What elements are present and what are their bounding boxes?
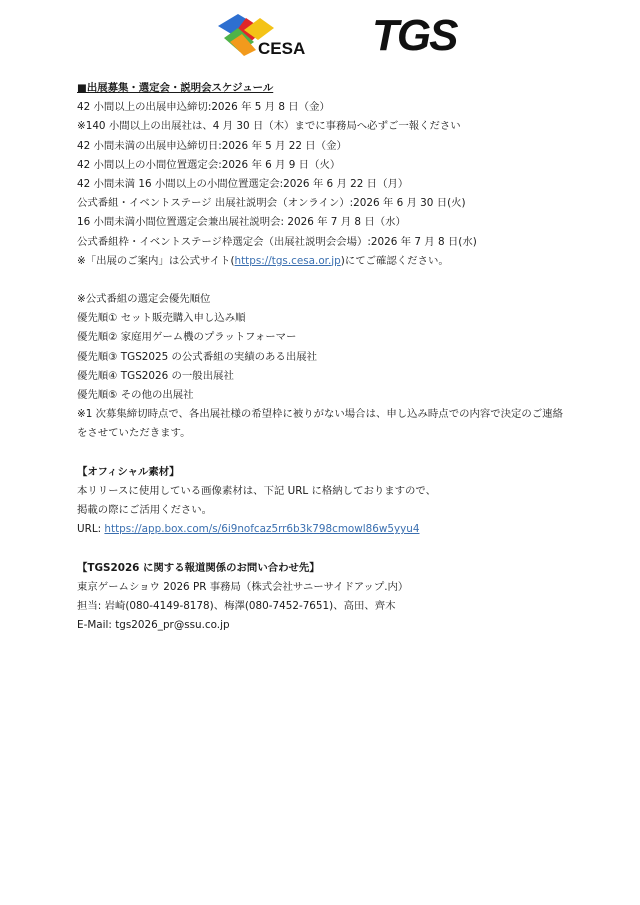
schedule-item: 公式番組枠・イベントステージ枠選定会（出展社説明会会場）:2026 年 7 月 8 日(水) bbox=[77, 235, 477, 248]
press-contact-email: E-Mail: tgs2026_pr@ssu.co.jp bbox=[77, 619, 230, 632]
schedule-item: 42 小間以上の小間位置選定会:2026 年 6 月 9 日（火） bbox=[77, 158, 341, 171]
priority-item: 優先順③ TGS2025 の公式番組の実績のある出展社 bbox=[77, 350, 317, 363]
priority-item: 優先順⑤ その他の出展社 bbox=[77, 389, 194, 401]
note-prefix: ※「出展のご案内」は公式サイト( bbox=[77, 254, 235, 267]
priority-item: 優先順④ TGS2026 の一般出展社 bbox=[77, 369, 234, 382]
document-body bbox=[77, 79, 577, 635]
materials-link[interactable]: https://app.box.com/s/6i9nofcaz5rr6b3k798cmowl86w5yyu4 bbox=[104, 523, 420, 536]
schedule-item: 公式番組・イベントステージ 出展社説明会（オンライン）:2026 年 6 月 30 日(火) bbox=[77, 197, 466, 210]
press-contact-office: 東京ゲームショウ 2026 PR 事務局（株式会社サニーサイドアップ.内） bbox=[77, 580, 409, 593]
schedule-item: 16 小間未満小間位置選定会兼出展社説明会: 2026 年 7 月 8 日（水） bbox=[77, 216, 406, 229]
priority-item: 優先順① セット販売購入申し込み順 bbox=[77, 312, 246, 325]
spacer bbox=[77, 271, 577, 290]
schedule-title: ■出展募集・選定会・説明会スケジュール bbox=[77, 82, 274, 94]
press-contact-title: 【TGS2026 に関する報道関係のお問い合わせ先】 bbox=[77, 561, 320, 574]
priority-item: 優先順② 家庭用ゲーム機のプラットフォーマー bbox=[77, 331, 297, 344]
official-site-note bbox=[77, 252, 577, 271]
press-contact-staff: 担当: 岩崎(080-4149-8178)、梅澤(080-7452-7651)、高田、齊木 bbox=[77, 600, 396, 613]
schedule-item: 42 小間以上の出展申込締切:2026 年 5 月 8 日（金） bbox=[77, 101, 330, 114]
official-materials-title: 【オフィシャル素材】 bbox=[77, 465, 180, 478]
official-materials-url-line bbox=[77, 520, 577, 539]
schedule-item: 42 小間未満の出展申込締切日:2026 年 5 月 22 日（金） bbox=[77, 139, 347, 152]
spacer bbox=[77, 444, 577, 463]
schedule-item: ※140 小間以上の出展社は、4 月 30 日（木）までに事務局へ必ずご一報ください bbox=[77, 120, 461, 133]
official-site-link[interactable]: https://tgs.cesa.or.jp bbox=[234, 254, 341, 267]
schedule-item: 42 小間未満 16 小間以上の小間位置選定会:2026 年 6 月 22 日（月） bbox=[77, 177, 409, 190]
priority-note: ※1 次募集締切時点で、各出展社様の希望枠に被りがない場合は、申し込み時点での内容で決定のご連絡をさせていただきます。 bbox=[77, 408, 563, 440]
cesa-logo-text: CESA bbox=[258, 39, 306, 56]
cesa-logo bbox=[216, 12, 310, 56]
tgs-logo bbox=[372, 12, 490, 56]
tgs-logo-text: TGS bbox=[372, 12, 457, 56]
spacer bbox=[77, 540, 577, 559]
priority-title: ※公式番組の選定会優先順位 bbox=[77, 293, 211, 306]
url-label: URL: bbox=[77, 523, 105, 536]
official-materials-text: 本リリースに使用している画像素材は、下記 URL に格納しておりますので、 bbox=[77, 484, 436, 497]
official-materials-text: 掲載の際にご活用ください。 bbox=[77, 504, 213, 517]
note-suffix: )にてご確認ください。 bbox=[340, 254, 449, 267]
